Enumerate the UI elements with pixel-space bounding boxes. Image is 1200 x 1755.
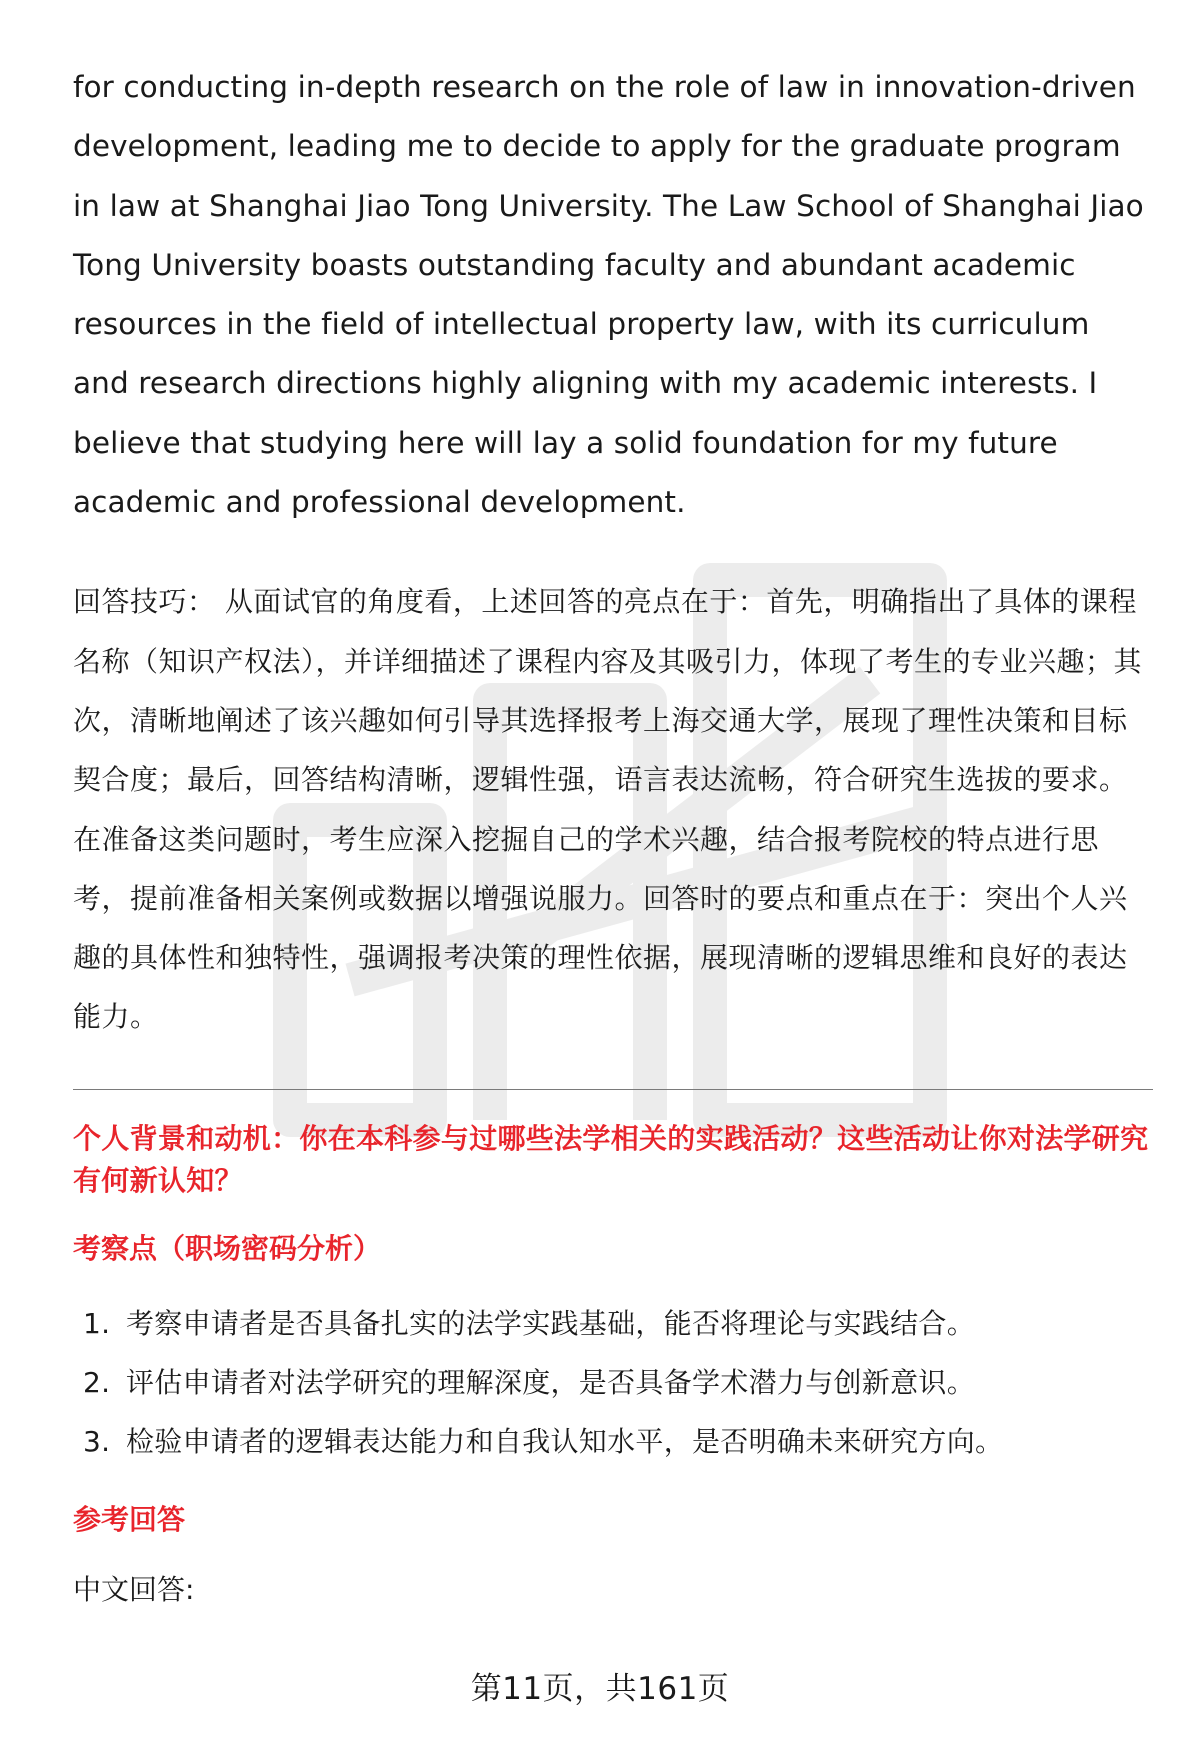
point-number: 1. bbox=[83, 1306, 111, 1340]
answer-tips-paragraph: 回答技巧： 从面试官的角度看，上述回答的亮点在于：首先，明确指出了具体的课程名称（知识产权法），并详细描述了课程内容及其吸引力，体现了考生的专业兴趣；其次，清晰地阐述了该兴趣如何引导其选择报考上海交通大学，展现了理性决策和目标契合度；最后，回答结构清晰，逻辑性强，语言表达流畅，符合研究生选拔的要求。在准备这类问题时，考生应深入挖掘自己的学术兴趣，结合报考院校的特点进行思考，提前准备相关案例或数据以增强说服力。回答时的要点和重点在于：突出个人兴趣的具体性和独特性，强调报考决策的理性依据，展现清晰的逻辑思维和良好的表达能力。 bbox=[73, 585, 1143, 1034]
page-footer: 第11页，共161页 bbox=[470, 1671, 730, 1707]
section-divider bbox=[73, 1089, 1153, 1090]
point-text: 考察申请者是否具备扎实的法学实践基础，能否将理论与实践结合。 bbox=[126, 1306, 976, 1340]
point-text: 检验申请者的逻辑表达能力和自我认知水平，是否明确未来研究方向。 bbox=[126, 1424, 1004, 1458]
point-number: 3. bbox=[83, 1424, 111, 1458]
chinese-answer-label: 中文回答: bbox=[73, 1572, 195, 1606]
point-number: 2. bbox=[83, 1365, 111, 1399]
assessment-point bbox=[73, 1294, 1153, 1353]
assessment-points-list bbox=[73, 1294, 1153, 1471]
content-area bbox=[73, 58, 1153, 1611]
english-answer-paragraph: for conducting in-depth research on the role of law in innovation-driven development, leading me to decide to apply for the graduate program in law at Shanghai Jiao Tong University. The Law School of Shanghai Jiao Tong University boasts outstanding faculty and abundant academic resources in the field of intellectual property law, with its curriculum and research directions highly aligning with my academic interests. I believe that studying here will lay a solid foundation for my future academic and professional development. bbox=[73, 70, 1144, 520]
point-text: 评估申请者对法学研究的理解深度，是否具备学术潜力与创新意识。 bbox=[126, 1365, 976, 1399]
assessment-point bbox=[73, 1353, 1153, 1412]
question-heading: 个人背景和动机：你在本科参与过哪些法学相关的实践活动？这些活动让你对法学研究有何新认知？ bbox=[73, 1121, 1149, 1197]
assessment-point bbox=[73, 1412, 1153, 1471]
reference-answer-title: 参考回答 bbox=[73, 1502, 186, 1536]
assessment-title: 考察点（职场密码分析） bbox=[73, 1231, 382, 1265]
